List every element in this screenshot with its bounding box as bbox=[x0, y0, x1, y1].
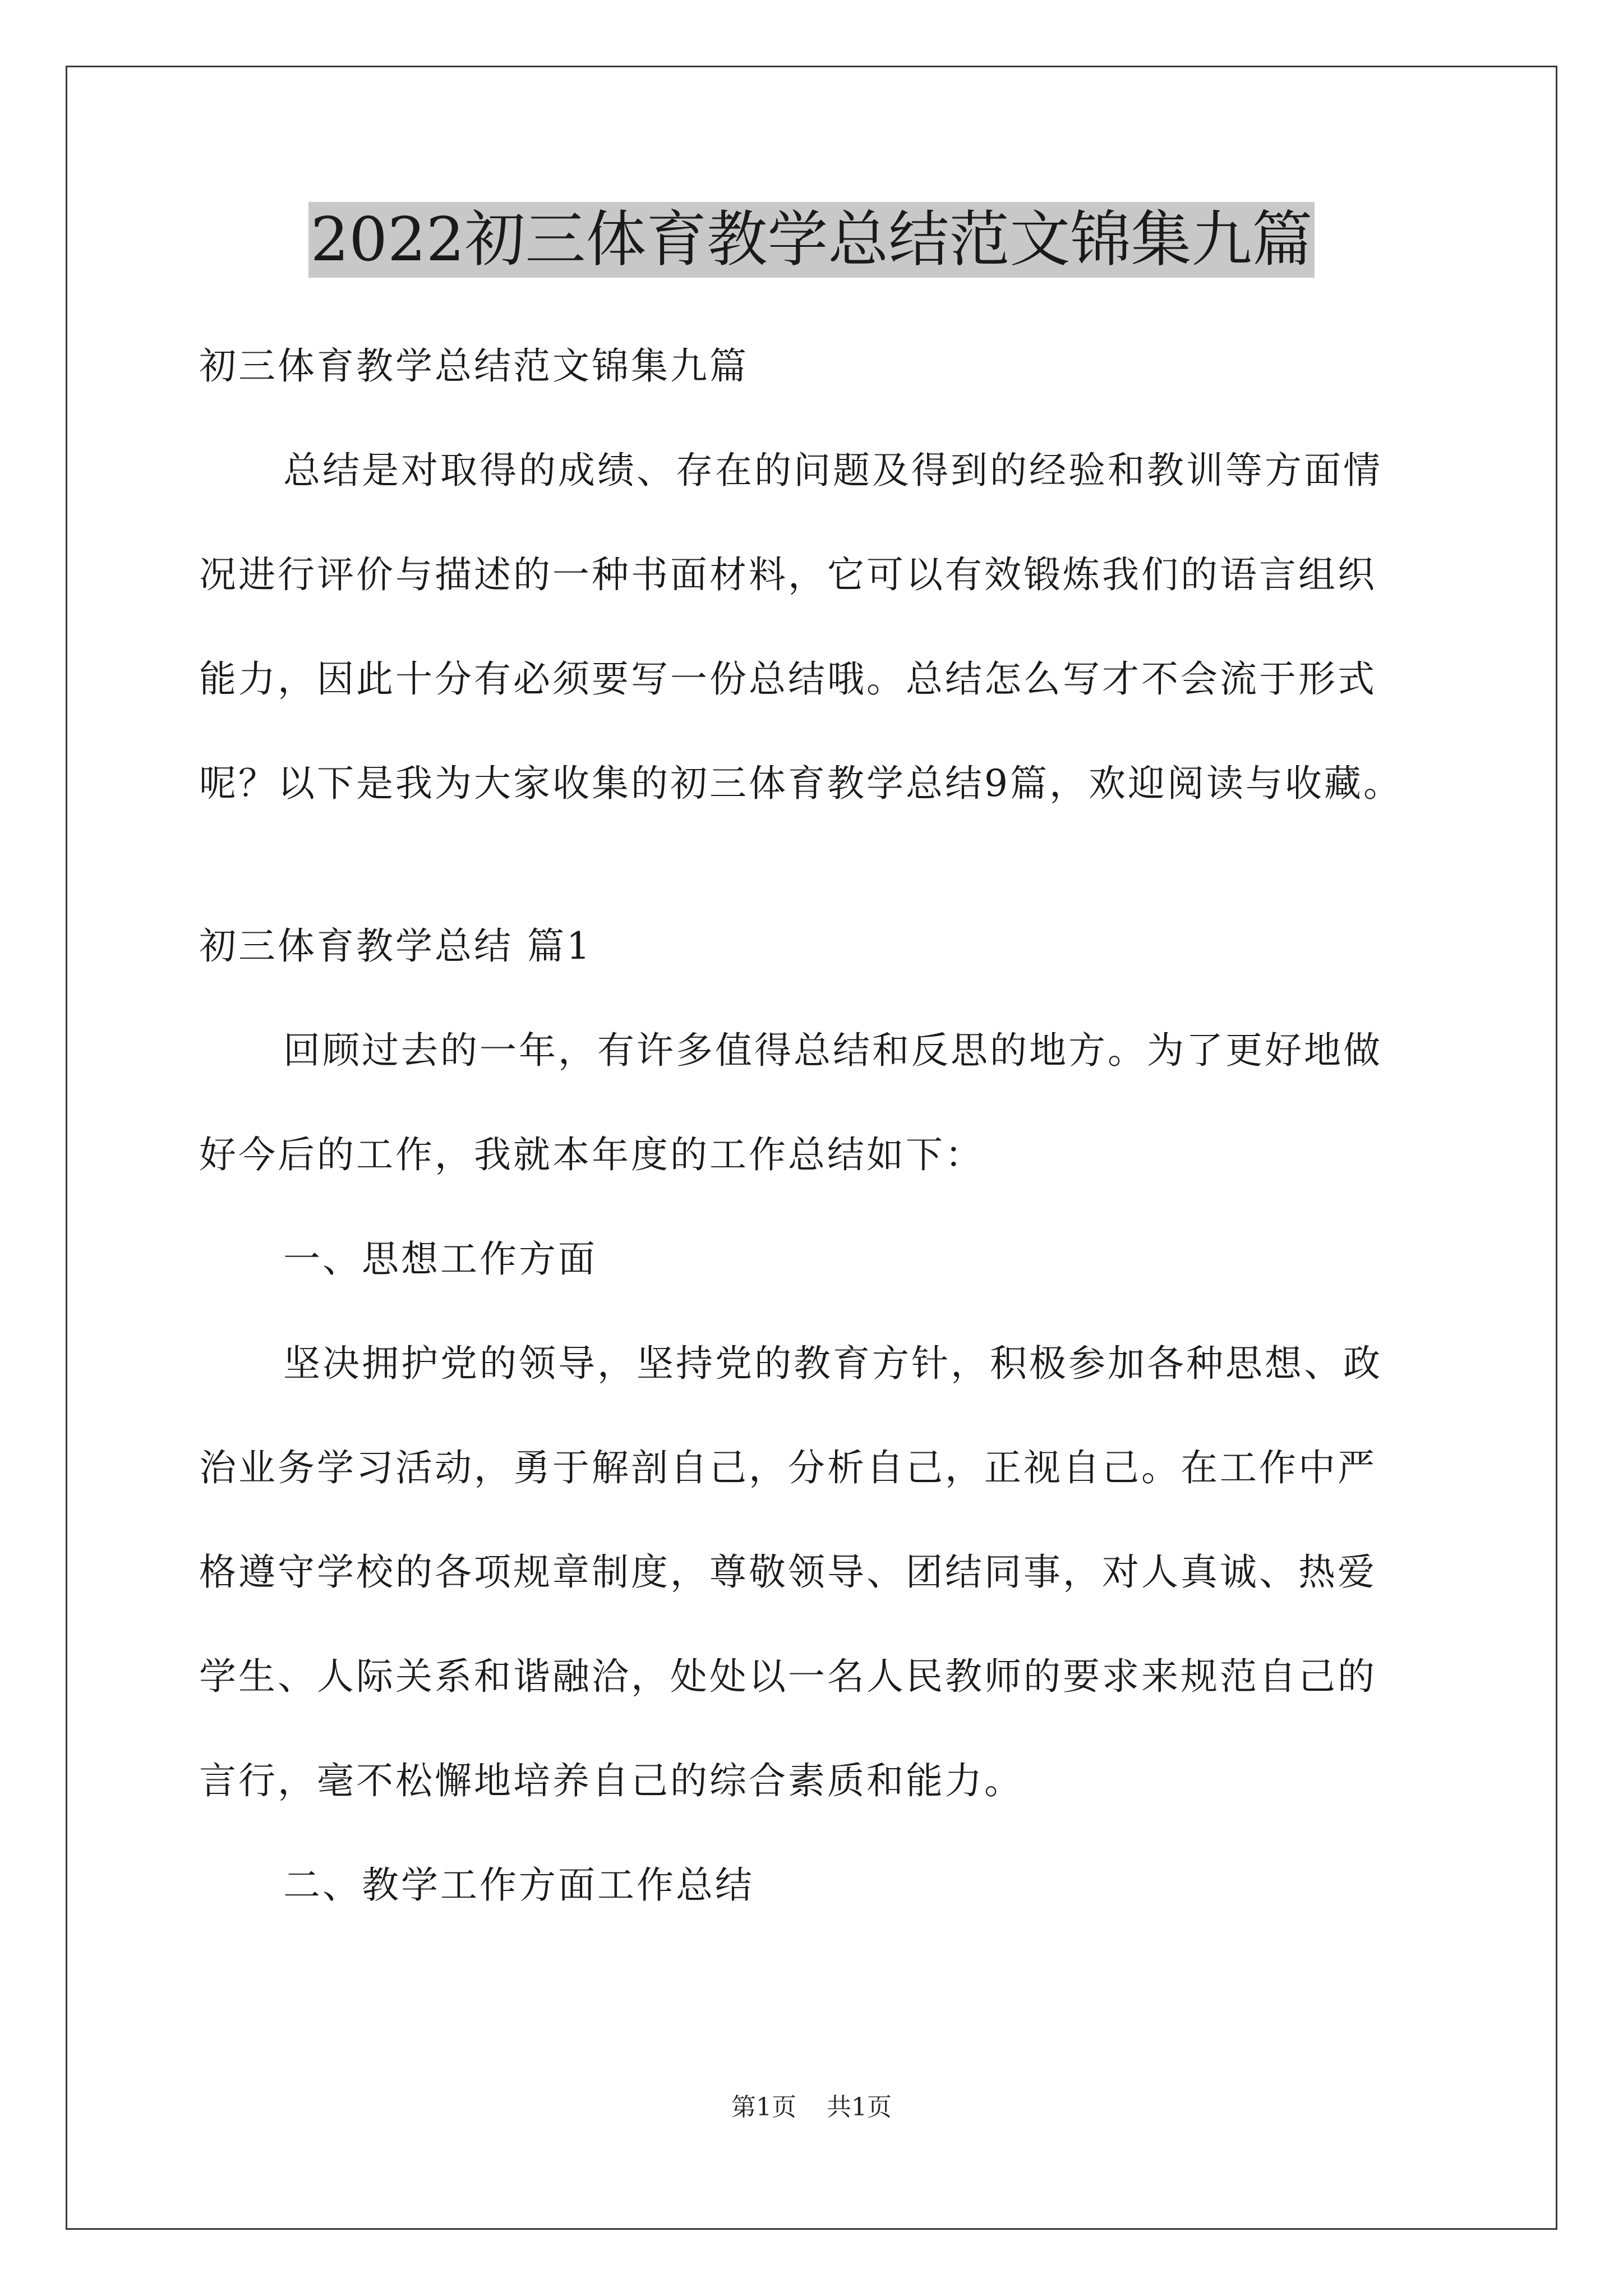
body-paragraph-line: 学生、人际关系和谐融洽，处处以一名人民教师的要求来规范自己的 bbox=[199, 1655, 1377, 1698]
body-paragraph-line: 格遵守学校的各项规章制度，尊敬领导、团结同事，对人真诚、热爱 bbox=[199, 1550, 1377, 1594]
page-footer bbox=[0, 2087, 1623, 2123]
intro-paragraph-line: 能力，因此十分有必须要写一份总结哦。总结怎么写才不会流于形式 bbox=[199, 657, 1377, 701]
body-paragraph-line: 言行，毫不松懈地培养自己的综合素质和能力。 bbox=[199, 1759, 1023, 1802]
intro-paragraph-line: 况进行评价与描述的一种书面材料，它可以有效锻炼我们的语言组织 bbox=[199, 553, 1377, 596]
page-total: 共1页 bbox=[827, 2093, 892, 2122]
body-paragraph-line: 好今后的工作，我就本年度的工作总结如下： bbox=[199, 1133, 984, 1176]
intro-paragraph-line: 呢？以下是我为大家收集的初三体育教学总结9篇，欢迎阅读与收藏。 bbox=[199, 762, 1403, 805]
subtitle-line: 初三体育教学总结范文锦集九篇 bbox=[199, 344, 749, 388]
section-heading: 初三体育教学总结 篇1 bbox=[199, 924, 592, 968]
body-paragraph-line: 坚决拥护党的领导，坚持党的教育方针，积极参加各种思想、政 bbox=[283, 1342, 1382, 1385]
document-body bbox=[199, 314, 1433, 1938]
intro-paragraph-line: 总结是对取得的成绩、存在的问题及得到的经验和教训等方面情 bbox=[283, 449, 1382, 492]
subsection-heading: 二、教学工作方面工作总结 bbox=[283, 1864, 754, 1907]
subsection-heading: 一、思想工作方面 bbox=[283, 1237, 597, 1281]
body-paragraph-line: 回顾过去的一年，有许多值得总结和反思的地方。为了更好地做 bbox=[283, 1029, 1382, 1072]
document-title bbox=[0, 202, 1623, 278]
page-number: 第1页 bbox=[731, 2093, 796, 2122]
body-paragraph-line: 治业务学习活动，勇于解剖自己，分析自己，正视自己。在工作中严 bbox=[199, 1446, 1377, 1489]
document-title-text: 2022初三体育教学总结范文锦集九篇 bbox=[308, 202, 1315, 278]
